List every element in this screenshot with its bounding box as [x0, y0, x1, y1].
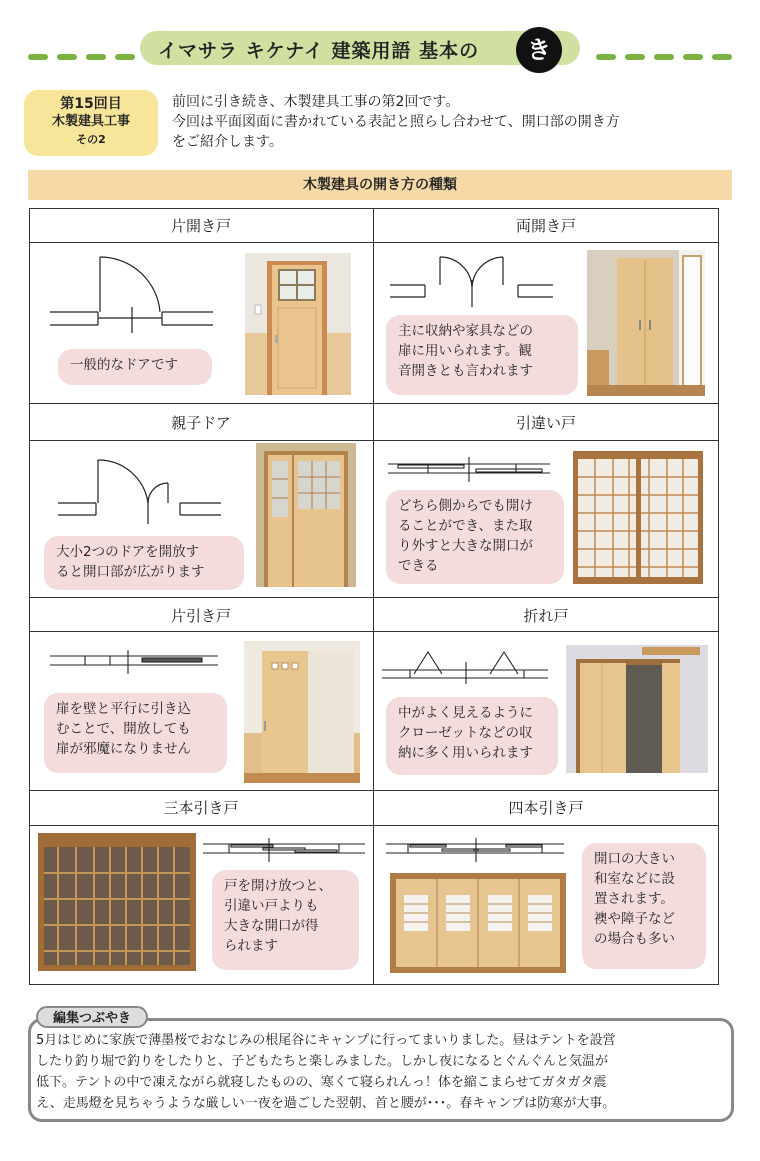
note-line: 扉が邪魔になりません: [56, 741, 191, 757]
double-sliding-plan-diagram: [388, 456, 554, 486]
note-line: できる: [398, 558, 439, 574]
table-rule: [29, 440, 719, 441]
cell-title-three-panel: 三本引き戸: [163, 799, 239, 817]
note-line: られます: [224, 938, 278, 954]
note-line: 和室などに設: [594, 871, 675, 887]
folding-door-plan-diagram: [382, 650, 550, 685]
cell-title-four-panel: 四本引き戸: [508, 799, 584, 817]
pocket-sliding-door-photo: [244, 641, 360, 783]
cell-title-single-swing: 片開き戸: [170, 217, 231, 235]
note-line: ると開口部が広がります: [56, 564, 205, 580]
note-line: クローゼットなどの収: [398, 725, 533, 741]
cell-title-double-swing: 両開き戸: [515, 217, 576, 235]
editor-line: え、走馬燈を見ちゃうような厳しい一夜を過ごした翌朝、首と腰が･･･。春キャンプは防寒が大事。: [36, 1096, 616, 1111]
note-line: 戸を開け放つと、: [224, 878, 332, 894]
note-line: 引違い戸よりも: [224, 898, 319, 914]
four-panel-sliding-plan-diagram: [386, 836, 566, 866]
folding-closet-photo: [566, 645, 708, 773]
editor-line: したり釣り堀で釣りをしたりと、子どもたちと楽しみました。しかし夜になるとぐんぐんと気温が: [36, 1054, 609, 1069]
intro-line: をご紹介します。: [172, 134, 283, 150]
table-rule: [29, 631, 719, 632]
note-line: どちら側からでも開け: [398, 498, 533, 514]
note-single-swing: [58, 349, 212, 385]
double-swing-plan-diagram: [390, 255, 555, 310]
badge-episode: 第15回目: [60, 96, 122, 112]
three-panel-shoji-photo: [38, 833, 196, 971]
note-three-panel: [212, 870, 359, 970]
table-rule: [29, 242, 719, 243]
editor-column-label: 編集つぶやき: [36, 1006, 148, 1028]
note-line: の場合も多い: [594, 931, 675, 947]
note-unequal-door: [44, 536, 244, 590]
intro-text: [172, 92, 732, 152]
note-double-swing: [386, 315, 578, 395]
table-rule: [29, 597, 719, 598]
note-line: 一般的なドアです: [70, 357, 178, 373]
header-dashes-right: [596, 45, 741, 51]
table-rule: [29, 403, 719, 404]
header-dashes-left: [28, 45, 144, 51]
note-four-panel: [582, 843, 706, 969]
note-line: 音開きとも言われます: [398, 363, 533, 379]
episode-badge: [24, 90, 158, 156]
badge-topic: 木製建具工事: [51, 114, 130, 129]
cell-title-unequal-door: 親子ドア: [171, 414, 231, 432]
note-line: 中がよく見えるように: [398, 705, 533, 721]
note-double-sliding: [386, 490, 564, 584]
editor-column-text: [36, 1030, 726, 1114]
note-line: 納に多く用いられます: [398, 745, 533, 761]
three-panel-sliding-plan-diagram: [203, 836, 368, 866]
unequal-door-plan-diagram: [58, 458, 223, 528]
note-line: 置されます。: [594, 891, 674, 907]
note-line: 大きな開口が得: [224, 918, 319, 934]
note-line: 扉に用いられます。観: [398, 343, 532, 359]
note-line: 開口の大きい: [594, 851, 675, 867]
single-swing-plan-diagram: [50, 255, 215, 335]
badge-part: その2: [76, 133, 106, 146]
table-rule: [29, 825, 719, 826]
cell-title-pocket-sliding: 片引き戸: [170, 607, 231, 625]
cell-title-double-sliding: 引違い戸: [515, 414, 576, 432]
table-rule: [29, 790, 719, 791]
intro-line: 前回に引き続き、木製建具工事の第2回です。: [172, 94, 460, 110]
note-line: ることができ、また取: [398, 518, 533, 534]
pocket-sliding-plan-diagram: [50, 650, 220, 680]
unequal-door-photo: [256, 443, 356, 587]
note-line: 襖や障子など: [594, 911, 675, 927]
shoji-sliding-photo: [573, 451, 703, 584]
note-line: 大小2つのドアを開放す: [56, 544, 200, 560]
page-title: イマサラ キケナイ 建築用語 基本の: [158, 40, 480, 62]
title-mark: き: [516, 27, 562, 73]
double-swing-closet-photo: [587, 250, 705, 396]
section-title: 木製建具の開き方の種類: [28, 170, 732, 200]
note-folding: [386, 697, 558, 775]
cell-title-folding: 折れ戸: [523, 607, 569, 625]
editor-line: 低下。テントの中で凍えながら就寝したものの、寒くて寝られんっ！体を縮こまらせてガタガタ震: [36, 1075, 607, 1090]
editor-line: 5月はじめに家族で薄墨桜でおなじみの根尾谷にキャンプに行ってまいりました。昼はテントを設営: [36, 1033, 616, 1048]
intro-line: 今回は平面図面に書かれている表記と照らし合わせて、開口部の開き方: [172, 114, 620, 130]
note-line: むことで、開放しても: [56, 721, 191, 737]
note-line: 扉を壁と平行に引き込: [56, 701, 191, 717]
four-panel-sliding-photo: [390, 873, 566, 973]
note-pocket-sliding: [44, 693, 227, 773]
single-swing-door-photo: [245, 253, 351, 395]
note-line: 主に収納や家具などの: [398, 323, 533, 339]
note-line: り外すと大きな開口が: [398, 538, 533, 554]
